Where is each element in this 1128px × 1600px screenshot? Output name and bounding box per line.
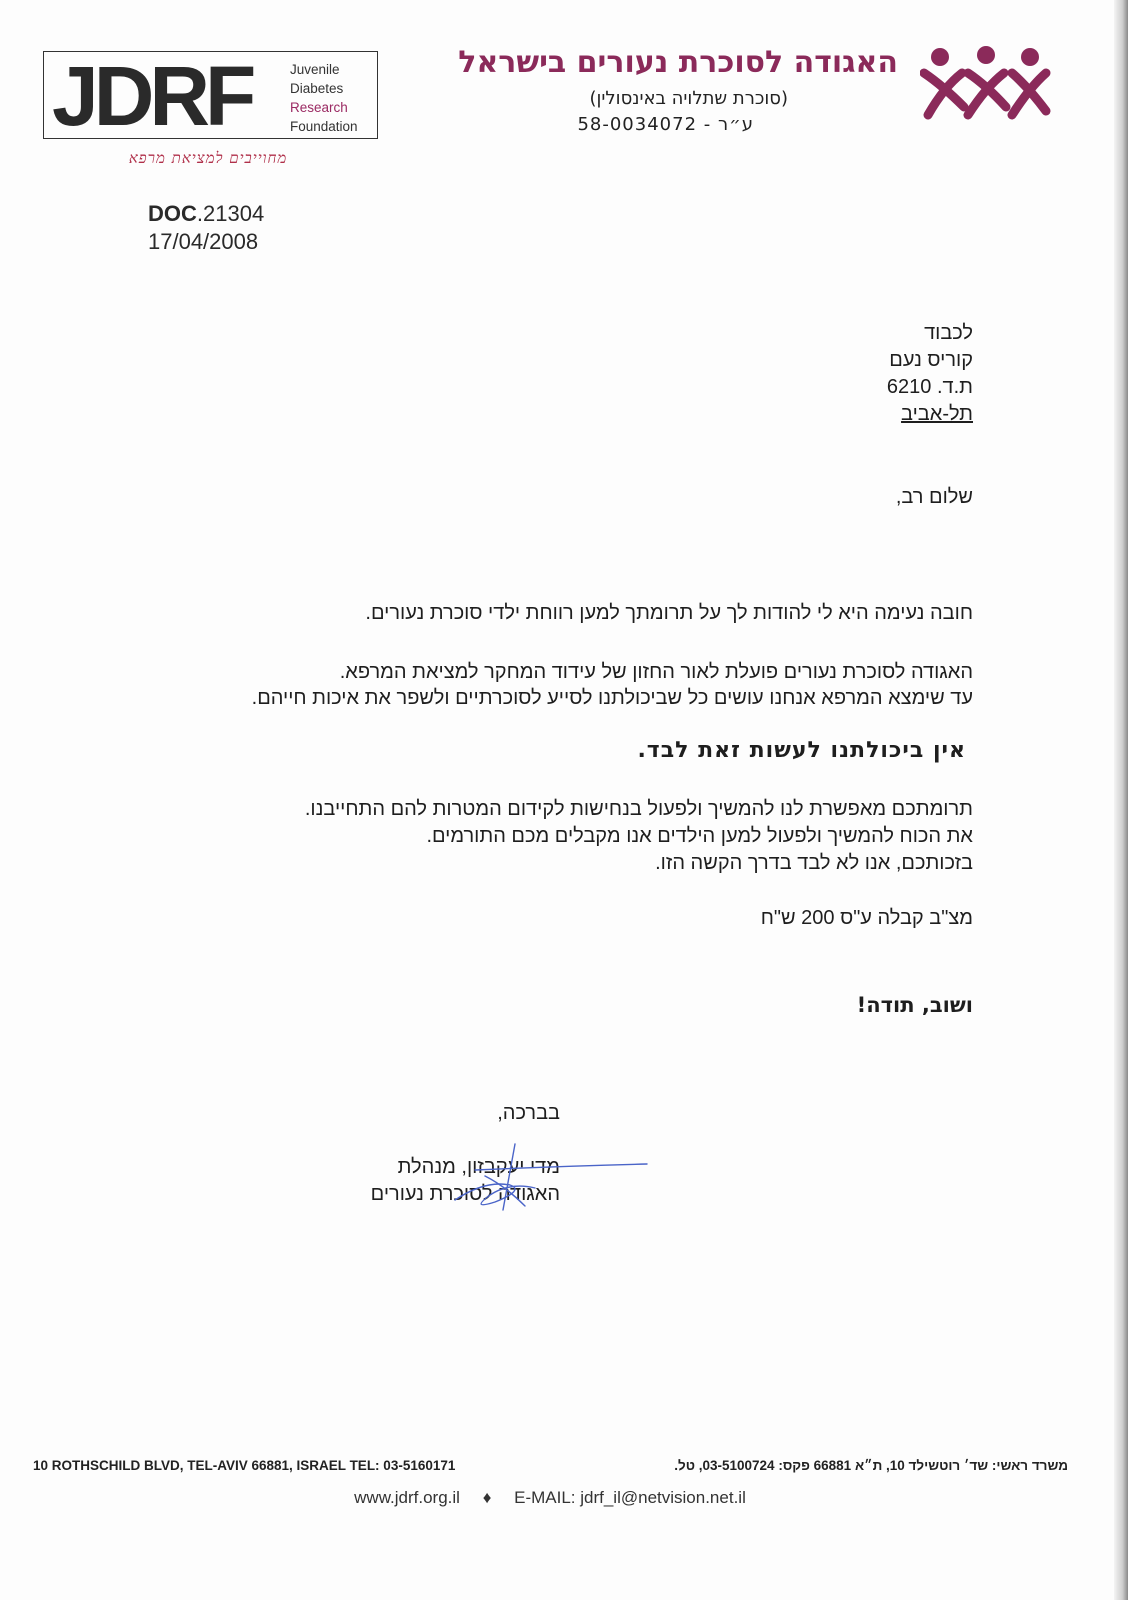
letter-line: האגודה לסוכרת נעורים פועלת לאור החזון של עידוד המחקר למציאת המרפא.	[339, 661, 973, 683]
org-subtitle: (סוכרת שתלויה באינסולין)	[589, 88, 788, 109]
org-title: האגודה לסוכרת נעורים בישראל	[458, 45, 898, 80]
footer-email: E-MAIL: jdrf_il@netvision.net.il	[514, 1488, 746, 1507]
letter-line: את הכוח להמשיך ולפעול למען הילדים אנו מקבלים מכם התורמים.	[426, 825, 973, 847]
footer-address-hebrew: משרד ראשי: שד׳ רוטשילד 10, ת״א 66881 פקס: 03-5100724, טל.	[674, 1458, 1068, 1473]
footer-web-line	[0, 1488, 1100, 1508]
association-logo-icon	[920, 45, 1052, 123]
letter-closing-thanks: ושוב, תודה!	[856, 993, 973, 1017]
recipient-line-pobox: ת.ד. 6210	[886, 376, 973, 398]
signoff-closing: בברכה,	[497, 1102, 560, 1124]
jdrf-logo-box	[43, 49, 378, 143]
jdrf-line-research: Research	[290, 100, 348, 115]
doc-number: .21304	[196, 201, 265, 226]
letter-emphasis: אין ביכולתנו לעשות זאת לבד.	[637, 738, 966, 763]
jdrf-logo-subtitle	[290, 60, 358, 136]
document-reference	[148, 200, 264, 256]
jdrf-line-diabetes: Diabetes	[290, 81, 344, 96]
letter-paragraph-donation	[305, 796, 973, 877]
recipient-address	[887, 320, 973, 428]
jdrf-logo-letters: JDRF	[52, 49, 252, 143]
recipient-line-city: תל-אביב	[901, 403, 973, 425]
letter-line: עד שימצא המרפא אנחנו עושים כל שביכולתנו לסייע לסוכרתיים ולשפר את איכות חייהם.	[251, 687, 973, 709]
letter-line: בזכותכם, אנו לא לבד בדרך הקשה הזו.	[655, 852, 973, 874]
letter-paragraph-thanks: חובה נעימה היא לי להודות לך על תרומתך למען רווחת ילדי סוכרת נעורים.	[365, 602, 973, 624]
doc-prefix: DOC	[148, 201, 197, 226]
recipient-line-name: קוריס נעם	[889, 349, 973, 371]
diamond-separator-icon: ♦	[482, 1488, 492, 1507]
org-registration-number: ע״ר - 58-0034072	[577, 114, 754, 135]
recipient-line-honorific: לכבוד	[924, 322, 973, 344]
handwritten-tagline: מחוייבים למציאת מרפא	[128, 149, 288, 167]
letter-greeting: שלום רב,	[895, 486, 973, 508]
letter-paragraph-vision	[252, 659, 973, 711]
letter-line: תרומתכם מאפשרת לנו להמשיך ולפעול בנחישות לקידום המטרות להם התחייבנו.	[304, 798, 973, 820]
jdrf-line-foundation: Foundation	[290, 119, 358, 134]
signoff-name: מדי יעקבזון, מנהלת	[397, 1156, 560, 1178]
receipt-note: מצ"ב קבלה ע"ס 200 ש"ח	[760, 907, 973, 929]
jdrf-line-juvenile: Juvenile	[290, 62, 340, 77]
doc-date: 17/04/2008	[148, 229, 259, 254]
footer-website: www.jdrf.org.il	[354, 1488, 460, 1507]
scanned-page-edge	[1114, 0, 1128, 1600]
handwritten-signature	[415, 1140, 655, 1220]
footer-address-english: 10 ROTHSCHILD BLVD, TEL-AVIV 66881, ISRAEL TEL: 03-5160171	[33, 1458, 456, 1473]
signoff-org: האגודה לסוכרת נעורים	[370, 1183, 560, 1205]
